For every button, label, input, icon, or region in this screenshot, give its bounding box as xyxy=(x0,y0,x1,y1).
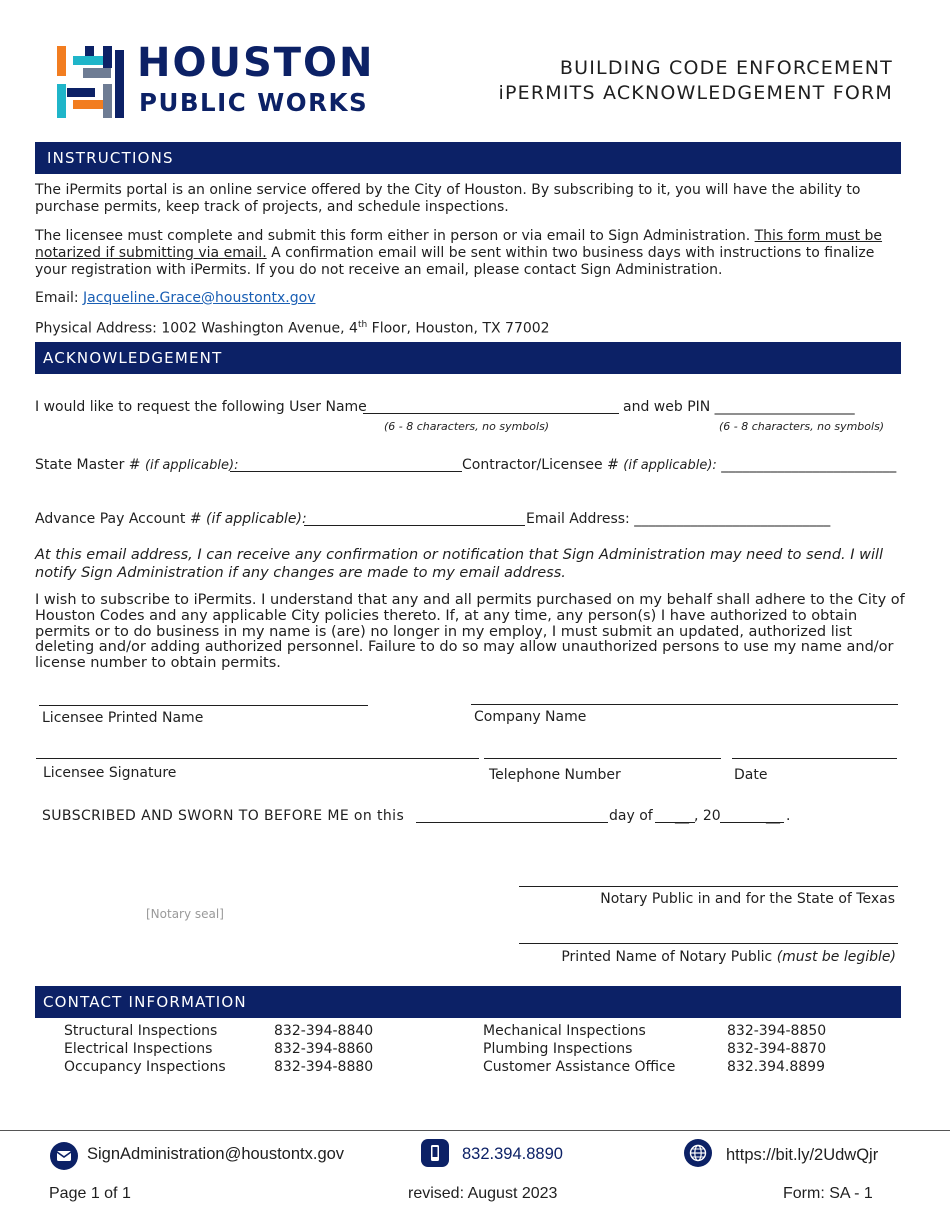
state-master-text: State Master # xyxy=(35,457,145,473)
instructions-heading-text: INSTRUCTIONS xyxy=(47,149,174,167)
notary-public-label: Notary Public in and for the State of Texas xyxy=(600,891,895,907)
day-of-label: day of xyxy=(609,808,653,824)
footer-page: Page 1 of 1 xyxy=(49,1185,131,1202)
para2-text-b: A confirmation email will be sent within two business days with instructions to finalize your registration with iPermits. If you do not receive an email, please contact Sign Administration. xyxy=(35,245,875,278)
email-icon xyxy=(50,1142,78,1170)
company-name-label: Company Name xyxy=(474,709,587,725)
telephone-field[interactable] xyxy=(484,758,721,759)
contact-left-2-phone: 832-394-8880 xyxy=(274,1059,374,1075)
phone-icon xyxy=(421,1139,449,1167)
footer-form: Form: SA - 1 xyxy=(783,1185,873,1202)
pin-hint: (6 - 8 characters, no symbols) xyxy=(719,420,885,433)
instructions-para1: The iPermits portal is an online service offered by the City of Houston. By subscribing to it, you will have the ability to purchase permits, keep track of projects, and schedule inspections. xyxy=(35,182,861,215)
licensee-printed-name-field[interactable] xyxy=(39,705,368,706)
company-name-field[interactable] xyxy=(471,704,898,705)
notary-seal: [Notary seal] xyxy=(146,907,224,921)
envelope-icon xyxy=(50,1142,78,1170)
sworn-year-blank: __ xyxy=(766,808,780,824)
para2-text-a: The licensee must complete and submit this form either in person or via email to Sign Administration. xyxy=(35,228,755,244)
acknowledgement-heading xyxy=(35,342,901,374)
notary-printed-name-label xyxy=(561,949,896,965)
state-master-label xyxy=(35,457,238,473)
globe-icon xyxy=(684,1139,712,1167)
must-be-legible: (must be legible) xyxy=(776,949,896,965)
italic-note: At this email address, I can receive any confirmation or notification that Sign Administration may need to send. I will notify Sign Administration if any changes are made to my email address. xyxy=(35,547,884,581)
mobile-phone-icon xyxy=(421,1139,449,1167)
contractor-if-applicable: (if applicable): xyxy=(623,458,717,473)
state-master-field[interactable] xyxy=(230,471,462,472)
contractor-text: Contractor/Licensee # xyxy=(462,457,624,473)
footer-url[interactable]: https://bit.ly/2UdwQjr xyxy=(726,1146,879,1164)
contact-left-1-name: Electrical Inspections xyxy=(64,1041,213,1057)
licensee-printed-name-label: Licensee Printed Name xyxy=(42,710,204,726)
footer-divider xyxy=(0,1130,950,1131)
contact-heading-text: CONTACT INFORMATION xyxy=(43,993,247,1011)
contact-heading xyxy=(35,986,901,1018)
address-rest: Floor, Houston, TX 77002 xyxy=(367,320,550,337)
footer-revised: revised: August 2023 xyxy=(408,1185,558,1202)
email-link[interactable]: Jacqueline.Grace@houstontx.gov xyxy=(83,290,316,306)
instructions-heading xyxy=(35,142,901,174)
logo-line1: HOUSTON xyxy=(137,40,375,86)
form-title-line2: iPERMITS ACKNOWLEDGEMENT FORM xyxy=(498,82,893,104)
notary-public-field[interactable] xyxy=(519,886,898,887)
advance-pay-label xyxy=(35,511,307,527)
address-line xyxy=(35,317,895,338)
contact-right-0-phone: 832-394-8850 xyxy=(727,1023,827,1039)
licensee-signature-label: Licensee Signature xyxy=(43,765,177,781)
notary-printed-name-text: Printed Name of Notary Public xyxy=(561,949,777,965)
contact-right-2-name: Customer Assistance Office xyxy=(483,1059,676,1075)
contact-right-2-phone: 832.394.8899 xyxy=(727,1059,825,1075)
web-globe-icon xyxy=(684,1139,712,1167)
logo-line2: PUBLIC WORKS xyxy=(139,88,369,117)
date-field[interactable] xyxy=(732,758,897,759)
notary-printed-name-field[interactable] xyxy=(519,943,898,944)
email-address-label[interactable]: Email Address: ____________________________ xyxy=(526,511,831,527)
houston-h-logo-icon xyxy=(55,44,125,122)
footer-phone[interactable]: 832.394.8890 xyxy=(462,1145,563,1163)
sworn-period: . xyxy=(786,808,791,824)
request-label: I would like to request the following User Name xyxy=(35,399,367,415)
contact-left-0-name: Structural Inspections xyxy=(64,1023,218,1039)
advance-pay-if-applicable: (if applicable): xyxy=(206,511,307,527)
email-label: Email: xyxy=(35,290,84,306)
state-master-if-applicable: (if applicable): xyxy=(144,458,239,473)
advance-pay-text: Advance Pay Account # xyxy=(35,511,207,527)
contact-right-1-name: Plumbing Inspections xyxy=(483,1041,633,1057)
contact-right-0-name: Mechanical Inspections xyxy=(483,1023,646,1039)
subscribe-text: I wish to subscribe to iPermits. I understand that any and all permits purchased on my behalf shall adhere to the City of Houston Codes and any applicable City policies thereto. If, at any time, any person(s) I have authorized to obtain permits or to do business in my name is (are) no longer in my employ, I must submit an updated, authorized list deleting and/or adding authorized personnel. Failure to do so may allow unauthorized persons to use my name and/or license number to obtain permits. xyxy=(35,592,905,672)
year-prefix: , 20 xyxy=(694,808,721,824)
acknowledgement-heading-text: ACKNOWLEDGEMENT xyxy=(43,349,223,367)
contractor-blank[interactable]: _________________________ xyxy=(716,457,897,473)
instructions-para2 xyxy=(35,228,895,279)
username-hint: (6 - 8 characters, no symbols) xyxy=(384,420,550,433)
logo xyxy=(55,40,425,124)
footer-email[interactable]: SignAdministration@houstontx.gov xyxy=(87,1145,345,1163)
contact-left-2-name: Occupancy Inspections xyxy=(64,1059,226,1075)
email-line xyxy=(35,290,895,307)
para2-underlined: This form must be notarized if submitting via email. xyxy=(35,228,883,261)
form-title-line1: BUILDING CODE ENFORCEMENT xyxy=(559,57,893,79)
contact-left-1-phone: 832-394-8860 xyxy=(274,1041,374,1057)
sworn-day-field[interactable] xyxy=(416,822,608,823)
contact-left-0-phone: 832-394-8840 xyxy=(274,1023,374,1039)
pin-label[interactable]: and web PIN ____________________ xyxy=(623,399,855,415)
licensee-signature-field[interactable] xyxy=(36,758,479,759)
address-label: Physical Address: 1002 Washington Avenue, 4 xyxy=(35,320,358,337)
username-field[interactable] xyxy=(363,413,619,414)
advance-pay-field[interactable] xyxy=(304,525,525,526)
contact-right-1-phone: 832-394-8870 xyxy=(727,1041,827,1057)
sworn-label: SUBSCRIBED AND SWORN TO BEFORE ME on this xyxy=(42,808,405,824)
date-label: Date xyxy=(734,767,768,783)
contractor-label xyxy=(462,457,896,473)
telephone-label: Telephone Number xyxy=(489,767,621,783)
address-sup: th xyxy=(357,320,368,330)
sworn-month-blank: __ xyxy=(675,808,689,824)
